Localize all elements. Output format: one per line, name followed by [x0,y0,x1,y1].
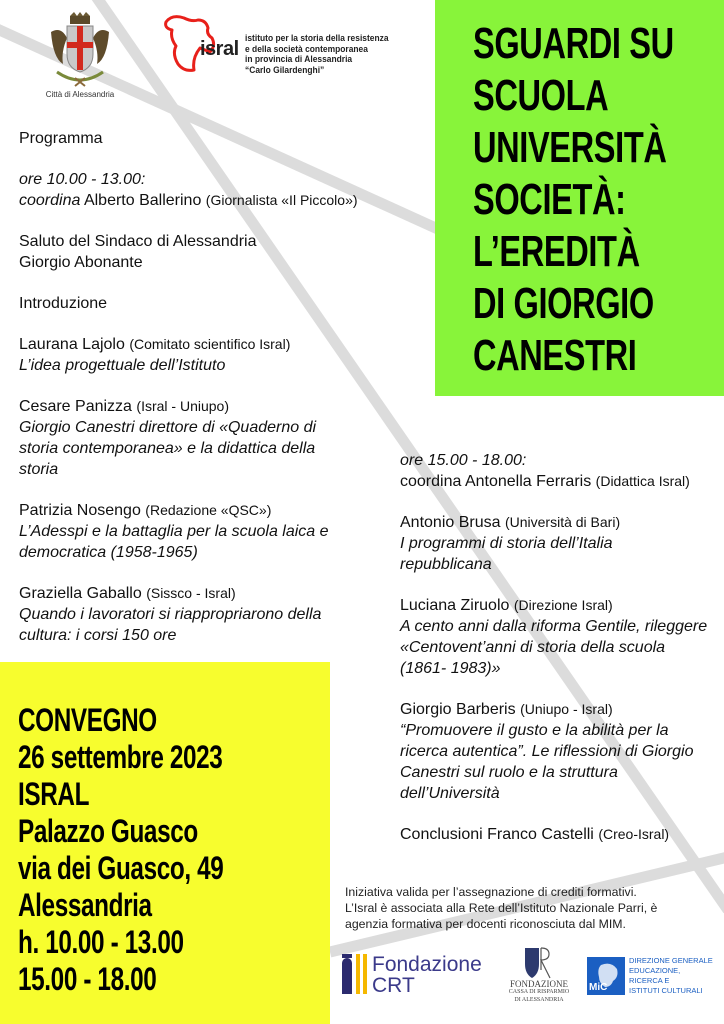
isral-wordmark: isral [200,38,239,60]
crt-mark-icon [356,954,360,994]
isral-logo [156,14,426,84]
talk-item [19,500,369,563]
title-line: SGUARDI SU [473,19,674,68]
coordinator-affiliation: (Giornalista «Il Piccolo») [205,192,358,208]
isral-description-line: “Carlo Gilardenghi” [245,64,325,76]
speaker-name: Cesare Panizza [19,398,132,415]
credits-note [345,884,724,932]
title-line: DI GIORGIO [473,279,654,328]
session-time: ore 10.00 - 13.00: [19,171,146,188]
event-line: h. 10.00 - 13.00 [18,924,184,960]
afternoon-session-info [400,450,720,492]
talk-item [19,396,349,480]
note-line: Iniziativa valida per l’assegnazione di crediti formativi. [345,885,637,899]
talk-title: Giorgio Canestri direttore di «Quaderno di storia contemporanea» e la didattica della storia [19,419,317,478]
title-line: SOCIETÀ: [473,175,626,224]
speaker-name: Patrizia Nosengo [19,502,141,519]
title-line: UNIVERSITÀ [473,123,667,172]
conclusion-affiliation: (Creo-Isral) [598,826,670,842]
isral-description [245,34,389,76]
isral-description-line: istituto per la storia della resistenza [245,33,389,44]
crt-line: Fondazione [372,953,482,976]
program-heading: Programma [19,130,103,147]
talk-item [400,699,712,804]
city-logo-caption: Città di Alessandria [45,90,115,99]
title-line: SCUOLA [473,71,609,120]
mic-line: RICERCA E [629,976,670,985]
mic-badge-text: MiC [589,982,608,993]
speaker-name: Antonio Brusa [400,514,501,531]
conclusion [400,824,720,845]
crt-mark-icon [342,958,352,994]
cra-line: CASSA DI RISPARMIO [508,989,570,995]
event-line: 26 settembre 2023 [18,739,223,775]
mic-line: EDUCAZIONE, [629,966,681,975]
mic-badge-icon [587,957,625,995]
talk-title: I programmi di storia dell’Italia repubblicana [400,535,613,573]
speaker-affiliation: (Università di Bari) [504,514,621,530]
note-line: L’Isral è associata alla Rete dell’Istituto Nazionale Parri, è [345,901,658,915]
coordinator-name: Alberto Ballerino [83,192,202,209]
crt-line: CRT [372,974,415,997]
speaker-name: Laurana Lajolo [19,336,125,353]
mic-department [629,956,713,996]
cra-wordmark [504,980,574,1004]
talk-item [19,583,364,646]
mic-line: ISTITUTI CULTURALI [629,986,703,995]
speaker-affiliation: (Redazione «QSC») [145,502,272,518]
event-line: CONVEGNO [18,702,157,738]
event-line: ISRAL [18,776,90,812]
event-line: 15.00 - 18.00 [18,961,157,997]
introduction-label: Introduzione [19,295,108,312]
crt-wordmark [372,954,482,996]
coordinator-name: Antonella Ferraris [464,473,592,490]
morning-session-info [19,169,419,211]
fondazione-crt-logo [342,952,492,1002]
title-line: L’EREDITÀ [473,227,640,276]
speaker-name: Luciana Ziruolo [400,597,510,614]
note-line: agenzia formativa per docenti riconosciuta dal MIM. [345,917,626,931]
greeting [19,231,419,273]
event-line: Alessandria [18,887,152,923]
greeting-line: Saluto del Sindaco di Alessandria [19,233,257,250]
crt-mark-icon [363,954,367,994]
cra-line: DI ALESSANDRIA [514,997,564,1003]
talk-title: L’idea progettuale dell’Istituto [19,357,226,374]
event-details [18,702,223,998]
coat-of-arms-icon [45,12,115,88]
mic-line: DIREZIONE GENERALE [629,956,713,965]
speaker-affiliation: (Uniupo - Isral) [520,701,613,717]
isral-description-line: in provincia di Alessandria [245,54,353,65]
coordinator-affiliation: (Didattica Isral) [595,473,690,489]
cra-shield-icon [519,946,559,980]
coord-label: coordina [400,473,462,490]
talk-title: “Promuovere il gusto e la abilità per la ricerca autentica”. Le riflessioni di Giorgio Canestri sul ruolo e la struttura dell’Università [400,722,694,802]
event-info-box [0,662,330,1024]
isral-description-line: e della società contemporanea [245,43,368,55]
speaker-affiliation: (Sissco - Isral) [146,585,236,601]
event-title [473,18,674,382]
conclusion-label: Conclusioni Franco Castelli [400,826,594,843]
cra-line: FONDAZIONE [510,979,568,989]
talk-item [400,512,645,575]
city-of-alessandria-logo [30,12,130,99]
speaker-name: Giorgio Barberis [400,701,516,718]
title-line: CANESTRI [473,331,637,380]
talk-title: Quando i lavoratori si riappropriarono della cultura: i corsi 150 ore [19,606,322,644]
event-line: via dei Guasco, 49 [18,850,224,886]
session-time: ore 15.00 - 18.00: [400,452,527,469]
afternoon-program [400,450,720,865]
talk-item [19,334,419,376]
speaker-name: Graziella Gaballo [19,585,142,602]
talk-title: A cento anni dalla riforma Gentile, rileggere «Centovent’anni di storia della scuola (1861- 1983)» [400,618,708,677]
coord-label: coordina [19,192,81,209]
mic-logo [587,954,724,998]
talk-title: L’Adesspi e la battaglia per la scuola laica e democratica (1958-1965) [19,523,329,561]
speaker-affiliation: (Comitato scientifico Isral) [129,336,291,352]
speaker-affiliation: (Direzione Isral) [513,597,613,613]
fondazione-cra-logo [504,946,574,1022]
talk-item [400,595,715,679]
event-line: Palazzo Guasco [18,813,198,849]
title-box [435,0,724,396]
morning-program [19,128,419,666]
greeting-line: Giorgio Abonante [19,254,143,271]
speaker-affiliation: (Isral - Uniupo) [136,398,229,414]
